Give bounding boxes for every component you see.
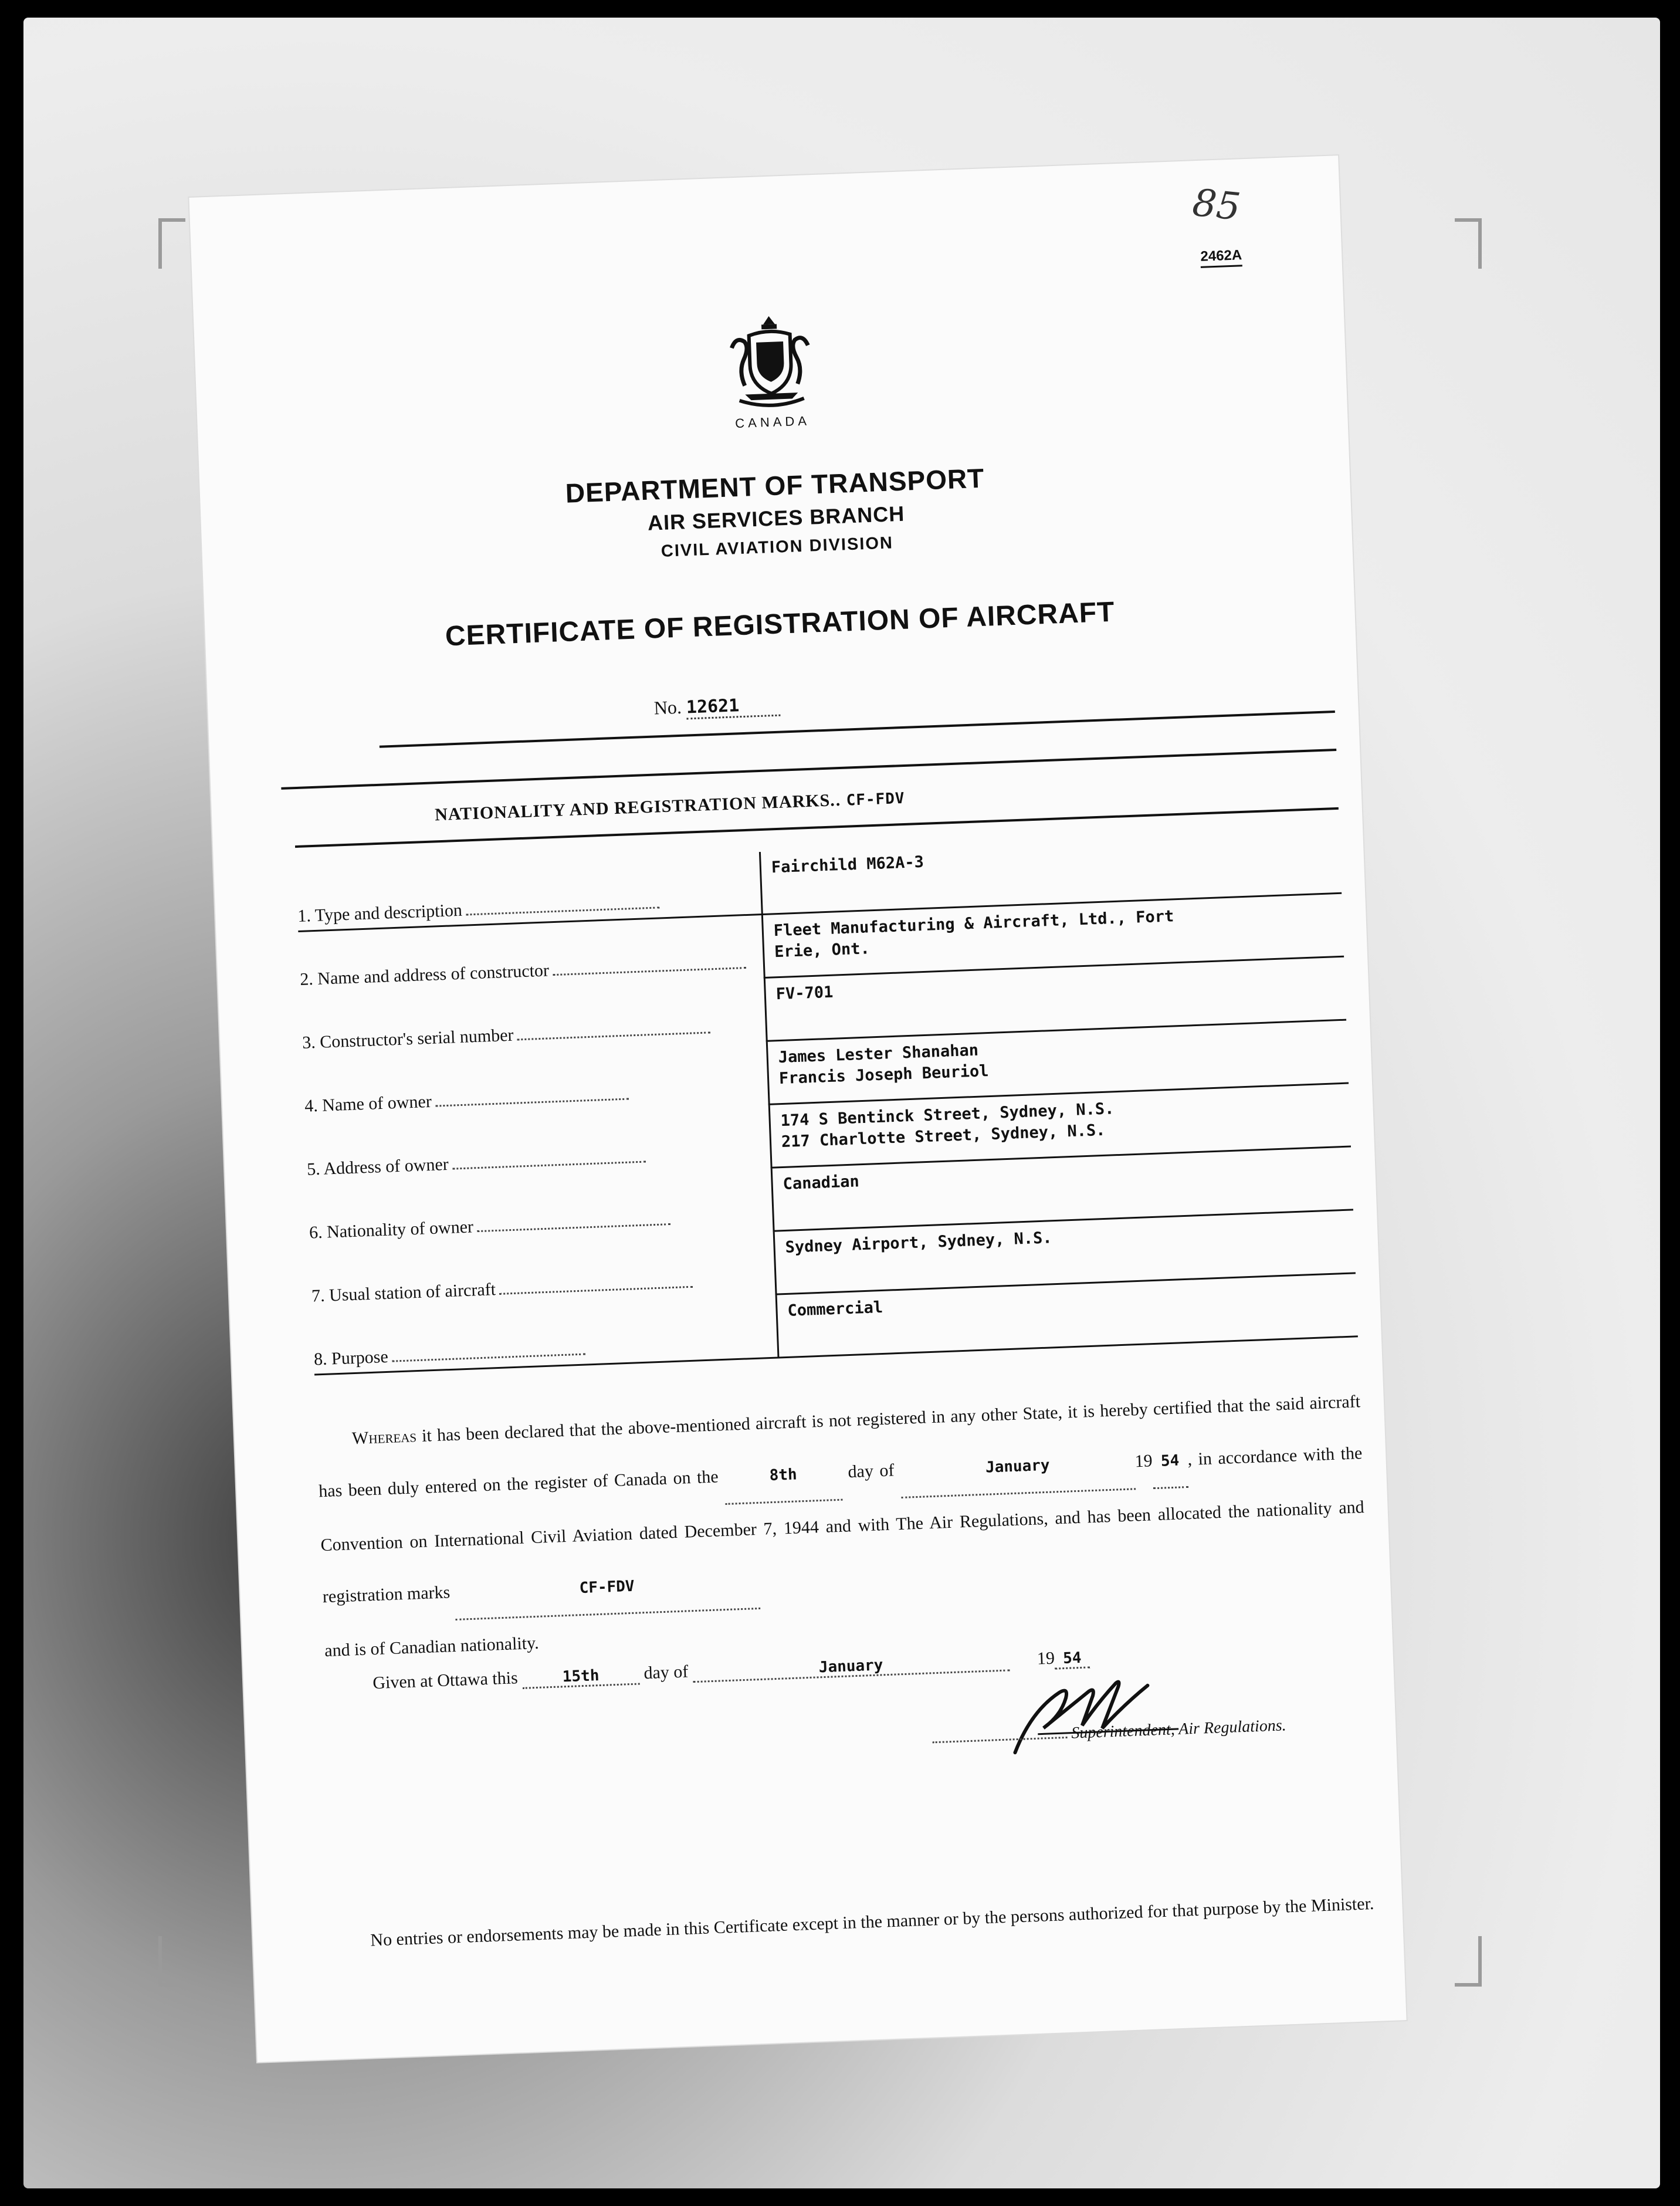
day-of-label: day of xyxy=(643,1662,689,1683)
year-prefix: 19 xyxy=(1134,1451,1153,1471)
handwritten-number: 85 xyxy=(1190,181,1242,229)
row-value: Commercial xyxy=(787,1298,883,1320)
department-heading: DEPARTMENT OF TRANSPORT xyxy=(564,462,985,509)
crop-mark-bottom-left xyxy=(158,1936,185,1987)
whereas-word: Whereas xyxy=(351,1426,417,1449)
body-text-1: it has been declared that the above-mentioned aircraft is not registered in any other State, it is hereby certified that the said aircraft has been duly entered on the register of Canada on the xyxy=(318,1392,1361,1501)
divider-rule xyxy=(380,710,1335,748)
entry-month: January xyxy=(899,1436,1136,1498)
certificate-sheet xyxy=(189,155,1406,2062)
row-label: 7. Usual station of aircraft xyxy=(311,1280,496,1306)
row-value: Fairchild M62A-3 xyxy=(771,852,924,877)
body-registration-marks: CF-FDV xyxy=(453,1556,760,1620)
crop-mark-top-left xyxy=(158,218,185,269)
registration-marks: CF-FDV xyxy=(846,789,906,810)
row-label: 8. Purpose xyxy=(313,1346,389,1369)
divider-rule xyxy=(281,749,1336,790)
year-prefix: 19 xyxy=(1037,1648,1055,1669)
row-value: Canadian xyxy=(783,1172,860,1194)
registration-marks-line: NATIONALITY AND REGISTRATION MARKS.. CF-FDV xyxy=(434,789,906,825)
coat-of-arms xyxy=(716,310,825,432)
given-year: 54 xyxy=(1054,1649,1090,1669)
marks-label: NATIONALITY AND REGISTRATION MARKS xyxy=(434,790,831,825)
row-label: 2. Name and address of constructor xyxy=(299,960,550,989)
registration-details-table xyxy=(296,831,1357,1376)
entry-year: 54 xyxy=(1151,1434,1188,1489)
row-label: 3. Constructor's serial number xyxy=(302,1025,514,1053)
certificate-number-line xyxy=(653,693,780,721)
crop-mark-bottom-right xyxy=(1455,1936,1482,1987)
row-value: James Lester Shanahan Francis Joseph Beuriol xyxy=(778,1041,990,1088)
row-value: FV-701 xyxy=(775,983,834,1004)
certificate-body xyxy=(316,1376,1369,1677)
row-label: 1. Type and description xyxy=(297,900,463,926)
crest-label: CANADA xyxy=(734,413,811,431)
row-label: 5. Address of owner xyxy=(306,1154,449,1179)
crest-icon xyxy=(724,310,816,412)
row-value: Fleet Manufacturing & Aircraft, Ltd., Fort Erie, Ont. xyxy=(773,907,1174,962)
given-label: Given at Ottawa this xyxy=(372,1668,519,1693)
crop-mark-top-right xyxy=(1455,218,1482,269)
division-heading: CIVIL AVIATION DIVISION xyxy=(661,533,894,561)
row-label: 4. Name of owner xyxy=(304,1091,432,1116)
footer-notice: No entries or endorsements may be made in this Certificate except in the manner or by the persons authorized for that purpose by the Minister. xyxy=(370,1893,1374,1950)
body-text-2: , in accordance with the Convention on International Civil Aviation dated December 7, 1944 and with The Air Regulations, and has been allocated the nationality and registration marks xyxy=(320,1443,1365,1607)
given-month: January xyxy=(692,1652,1010,1683)
entry-day: 8th xyxy=(724,1447,843,1505)
body-text-3: and is of Canadian nationality. xyxy=(324,1633,540,1661)
signatory-title: Superintendent, Air Regulations. xyxy=(1071,1716,1287,1743)
row-label: 6. Nationality of owner xyxy=(309,1217,474,1243)
branch-heading: AIR SERVICES BRANCH xyxy=(647,501,905,535)
row-value: 174 S Bentinck Street, Sydney, N.S. 217 Charlotte Street, Sydney, N.S. xyxy=(780,1099,1115,1152)
row-value: Sydney Airport, Sydney, N.S. xyxy=(785,1229,1053,1257)
number-label: No. xyxy=(653,696,682,719)
form-number: 2462A xyxy=(1200,247,1242,268)
certificate-number: 12621 xyxy=(686,694,780,720)
given-day: 15th xyxy=(522,1666,640,1689)
certificate-title: CERTIFICATE OF REGISTRATION OF AIRCRAFT xyxy=(445,596,1116,652)
day-of-label: day of xyxy=(847,1460,895,1482)
signature-mark xyxy=(1000,1664,1203,1759)
